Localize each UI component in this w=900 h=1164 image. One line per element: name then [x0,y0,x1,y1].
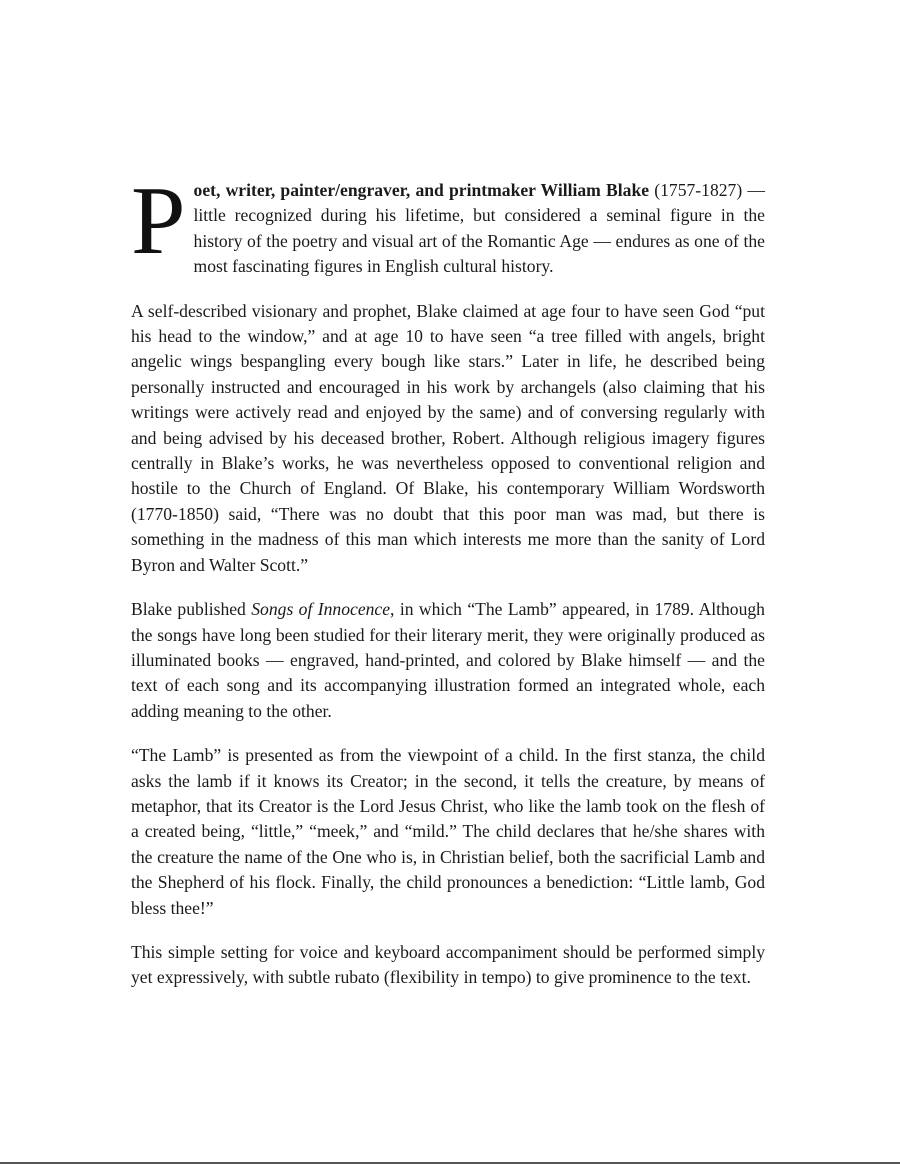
visionary-paragraph: A self-described visionary and prophet, Blake claimed at age four to have seen God “put his head to the window,” and at age 10 to have seen “a tree filled with angels, bright angelic wings bespangling every bough like stars.” Later in life, he described being personally instructed and encouraged in his work by archangels (also claiming that his writings were actively read and enjoyed by the same) and of conversing regularly with and being advised by his deceased brother, Robert. Although religious imagery figures centrally in Blake’s works, he was nevertheless opposed to conventional religion and hostile to the Church of England. Of Blake, his contemporary William Wordsworth (1770-1850) said, “There was no doubt that this poor man was mad, but there is something in the madness of this man which interests me more than the sanity of Lord Byron and Walter Scott.” [131,300,765,575]
performance-note-paragraph: This simple setting for voice and keyboard accompaniment should be performed simply yet expressively, with subtle rubato (flexibility in tempo) to give prominence to the text. [131,941,765,988]
intro-paragraph [131,167,765,280]
songs-of-innocence-paragraph [131,597,765,724]
para3-after: , in which “The Lamb” appeared, in 1789. Although the songs have long been studied for their literary merit, they were originally produced as illuminated books — engraved, hand-printed, and colored by Blake himself — and the text of each song and its accompanying illustration formed an integrated whole, each adding meaning to the other. [131,599,765,721]
drop-cap: P [131,167,186,275]
document-body [131,167,765,1010]
para3-before: Blake published [131,599,252,620]
book-title: Songs of Innocence [251,599,391,620]
the-lamb-paragraph: “The Lamb” is presented as from the viewpoint of a child. In the first stanza, the child asks the lamb if it knows its Creator; in the second, it tells the creature, by means of metaphor, that its Creator is the Lord Jesus Christ, who like the lamb took on the flesh of a created being, “little,” “meek,” and “mild.” The child declares that he/she shares with the creature the name of the One who is, in Christian belief, both the sacrificial Lamb and the Shepherd of his flock. Finally, the child pronounces a benediction: “Little lamb, God bless thee!” [131,745,765,918]
intro-lead-bold: oet, writer, painter/engraver, and printmaker William Blake [193,180,650,200]
intro-text: (1757-1827) — little recognized during his lifetime, but considered a seminal figure in the history of the poetry and visual art of the Romantic Age — endures as one of the most fascinating figures in English cultural history. [193,180,765,277]
